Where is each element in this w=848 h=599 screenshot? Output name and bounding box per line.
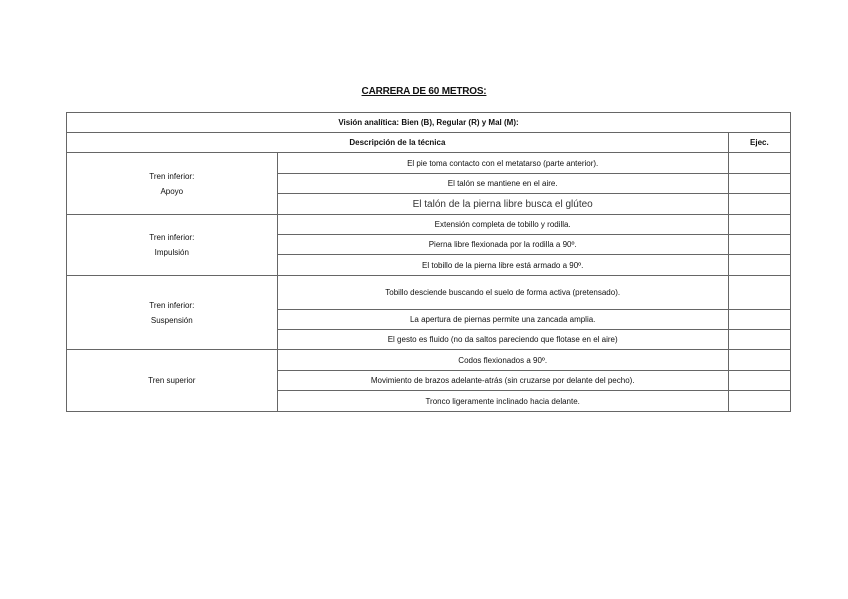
table-row [67,276,791,310]
exec-cell[interactable] [728,350,790,371]
header-exec: Ejec. [728,133,790,153]
group-label [67,350,278,412]
technique-description: Tronco ligeramente inclinado hacia delante. [277,391,728,412]
group-label-line1: Tren inferior: [149,300,195,310]
group-label-line2: Apoyo [160,186,184,196]
group-label-line1: Tren inferior: [149,171,195,181]
group-label [67,215,278,276]
table-row [67,153,791,174]
table-row [67,215,791,235]
technique-description: El pie toma contacto con el metatarso (parte anterior). [277,153,728,174]
technique-description: El talón de la pierna libre busca el glúteo [277,194,728,215]
exec-cell[interactable] [728,371,790,391]
technique-description: El tobillo de la pierna libre está armado a 90º. [277,255,728,276]
document-title: CARRERA DE 60 METROS: [361,86,487,97]
group-label-line2: Suspensión [150,315,193,325]
group-label-line1: Tren superior [148,376,196,385]
technique-description: El talón se mantiene en el aire. [277,174,728,194]
header-description: Descripción de la técnica [67,133,729,153]
group-label [67,276,278,350]
exec-cell[interactable] [728,235,790,255]
exec-cell[interactable] [728,174,790,194]
technique-description: Codos flexionados a 90º. [277,350,728,371]
exec-cell[interactable] [728,153,790,174]
exec-cell[interactable] [728,194,790,215]
technique-description: Extensión completa de tobillo y rodilla. [277,215,728,235]
exec-cell[interactable] [728,276,790,310]
exec-cell[interactable] [728,310,790,330]
exec-cell[interactable] [728,330,790,350]
exec-cell[interactable] [728,255,790,276]
table-row [67,350,791,371]
technique-description: Movimiento de brazos adelante-atrás (sin cruzarse por delante del pecho). [277,371,728,391]
group-label-line2: Impulsión [154,248,189,257]
group-label-line1: Tren inferior: [149,233,195,242]
technique-description: Tobillo desciende buscando el suelo de forma activa (pretensado). [277,276,728,310]
technique-description: Pierna libre flexionada por la rodilla a 90º. [277,235,728,255]
technique-description: El gesto es fluido (no da saltos pareciendo que flotase en el aire) [277,330,728,350]
table-caption: Visión analítica: Bien (B), Regular (R) y Mal (M): [67,113,791,133]
exec-cell[interactable] [728,391,790,412]
technique-description: La apertura de piernas permite una zancada amplia. [277,310,728,330]
exec-cell[interactable] [728,215,790,235]
evaluation-table [66,112,791,412]
group-label [67,153,278,215]
